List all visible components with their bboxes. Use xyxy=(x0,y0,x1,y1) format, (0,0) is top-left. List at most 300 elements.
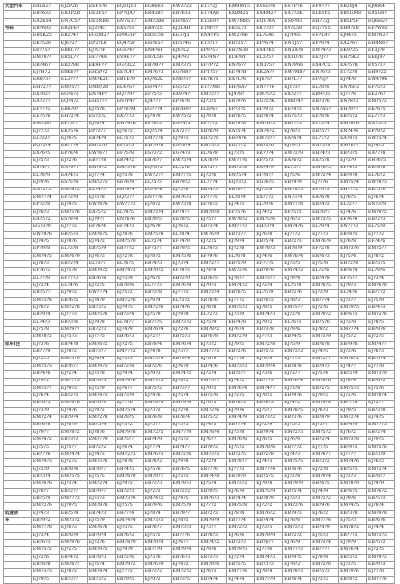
plate-number-cell: EM?4?3 xyxy=(255,554,283,561)
table-row xyxy=(4,4,395,11)
plate-number-cell: EB?4?8 xyxy=(311,275,339,282)
plate-number-cell: EJ?5?7 xyxy=(255,407,283,414)
plate-number-cell: EK?526 xyxy=(31,40,59,47)
vehicle-category-cell xyxy=(4,253,32,260)
plate-number-cell: EM?6?9 xyxy=(59,253,87,260)
plate-number-cell: EB?7?4 xyxy=(227,422,255,429)
plate-number-cell: EJ?3?5 xyxy=(255,525,283,532)
vehicle-category-cell xyxy=(4,239,32,246)
table-row xyxy=(4,48,395,55)
plate-number-cell: EJ?6?9 xyxy=(59,422,87,429)
plate-number-cell: EW?5?4 xyxy=(171,158,199,165)
plate-number-cell: EJ?5?4 xyxy=(339,253,367,260)
plate-number-cell: EJ?8?8 xyxy=(115,459,143,466)
plate-number-cell: EN?6?8 xyxy=(115,216,143,223)
plate-number-cell: EB?3?6 xyxy=(283,415,311,422)
table-row xyxy=(4,422,395,429)
plate-number-cell: EM?3?8 xyxy=(31,297,59,304)
table-row xyxy=(4,305,395,312)
plate-number-cell: EM?5?9 xyxy=(115,239,143,246)
plate-number-cell: EB5GM8 xyxy=(339,11,367,18)
plate-number-cell: EJ?5?5 xyxy=(143,532,171,539)
vehicle-category-cell xyxy=(4,488,32,495)
plate-number-cell: EJ?8?6 xyxy=(87,429,115,436)
plate-number-cell: EM?6?4 xyxy=(339,547,367,554)
plate-number-cell: EJ?7?5 xyxy=(87,334,115,341)
plate-number-cell: EJ?5?4 xyxy=(171,393,199,400)
plate-number-cell: EN7E37 xyxy=(115,18,143,25)
plate-number-cell: EF?8?6 xyxy=(311,114,339,121)
plate-number-cell: ES7P76 xyxy=(283,4,311,11)
plate-number-cell: EL?5?2 xyxy=(171,297,199,304)
table-row xyxy=(4,576,395,583)
plate-number-cell: EL?2?7 xyxy=(339,202,367,209)
plate-number-cell: EB?6?5 xyxy=(171,466,199,473)
plate-number-cell: EJ?3?4 xyxy=(171,261,199,268)
plate-number-cell: EM?6?8 xyxy=(59,400,87,407)
plate-number-cell: EJ?4?5 xyxy=(31,239,59,246)
plate-number-cell: EN?9?7 xyxy=(59,165,87,172)
plate-number-cell: EK9?25 xyxy=(339,48,367,55)
plate-number-cell: EB?5?3 xyxy=(59,231,87,238)
plate-number-cell: EM?2?7 xyxy=(199,92,227,99)
plate-number-cell: EJ?3?8 xyxy=(255,187,283,194)
plate-number-cell: EJ?6?2 xyxy=(283,216,311,223)
plate-number-cell: EE?9?8 xyxy=(227,121,255,128)
plate-number-cell: EM?5?6 xyxy=(366,444,394,451)
plate-number-cell: EJ?9?2 xyxy=(87,407,115,414)
plate-number-cell: EL?8?4 xyxy=(171,231,199,238)
plate-number-cell: EB?6?2 xyxy=(115,532,143,539)
plate-number-cell: ET2E9? xyxy=(199,18,227,25)
plate-number-cell: EF?4?3 xyxy=(339,165,367,172)
plate-number-cell: EB?9?6 xyxy=(366,327,394,334)
plate-number-cell: EA?5?K xyxy=(339,62,367,69)
plate-number-cell: EW?2?6 xyxy=(227,268,255,275)
plate-number-cell: EJ?6?2 xyxy=(115,128,143,135)
plate-number-cell: EH?6A? xyxy=(227,84,255,91)
plate-number-cell: EJ?6?8 xyxy=(339,239,367,246)
plate-number-cell: EJ?6?7 xyxy=(115,385,143,392)
vehicle-category-cell xyxy=(4,261,32,268)
plate-number-cell: EB?6?8 xyxy=(87,275,115,282)
plate-number-cell: EM?6?9 xyxy=(115,474,143,481)
plate-number-cell: EN?6?3 xyxy=(311,70,339,77)
plate-number-cell: EM?8?9 xyxy=(339,481,367,488)
vehicle-category-cell xyxy=(4,136,32,143)
plate-number-cell: EW?7?4 xyxy=(87,290,115,297)
plate-number-cell: EB?4?3 xyxy=(143,261,171,268)
plate-number-cell: EB?6?7 xyxy=(143,525,171,532)
plate-number-cell: EB?7?5 xyxy=(255,378,283,385)
plate-number-cell: EM?6?7 xyxy=(339,143,367,150)
plate-number-cell: EJ?7?6 xyxy=(255,547,283,554)
plate-number-cell: EA?6?8 xyxy=(311,194,339,201)
plate-number-cell: EJ?2?7 xyxy=(283,371,311,378)
plate-number-cell: EM?3?8 xyxy=(115,496,143,503)
plate-number-cell: EB?5?7 xyxy=(31,290,59,297)
table-row xyxy=(4,158,395,165)
plate-number-cell: EP?8?4 xyxy=(59,150,87,157)
plate-number-cell: EM?8?2 xyxy=(199,327,227,334)
plate-number-cell: EB?5?5 xyxy=(339,466,367,473)
plate-number-cell: EJ?8?2 xyxy=(255,393,283,400)
plate-number-cell: EJ?6?4 xyxy=(227,327,255,334)
plate-number-cell: EJ?C?F xyxy=(87,48,115,55)
plate-number-cell: EJ?4?6 xyxy=(339,209,367,216)
table-row xyxy=(4,349,395,356)
plate-number-cell: EL?8?3 xyxy=(199,246,227,253)
plate-number-cell: EE2?6? xyxy=(366,92,394,99)
plate-number-cell: EM?7?9 xyxy=(87,437,115,444)
plate-number-cell: EB?6?8 xyxy=(311,341,339,348)
plate-number-cell: EJ?8?5 xyxy=(255,305,283,312)
plate-number-cell: EW2?86 xyxy=(227,33,255,40)
plate-number-cell: EF?8?7 xyxy=(255,172,283,179)
plate-number-cell: EJ?2?9 xyxy=(199,459,227,466)
table-row xyxy=(4,503,395,510)
plate-number-cell: EN?7?6 xyxy=(143,194,171,201)
plate-number-cell: EB?5?2 xyxy=(255,349,283,356)
plate-number-cell: EB?5?9 xyxy=(31,496,59,503)
plate-number-cell: EM?4?2 xyxy=(283,268,311,275)
plate-number-cell: EB?4?7 xyxy=(171,444,199,451)
plate-number-cell: EJ?5?3 xyxy=(59,334,87,341)
plate-number-cell: EG5?4? xyxy=(115,48,143,55)
vehicle-category-cell xyxy=(4,55,32,62)
plate-number-cell: EJ?9?2 xyxy=(311,393,339,400)
plate-number-cell: EK2A?? xyxy=(255,70,283,77)
plate-number-cell: EB5P5F xyxy=(339,18,367,25)
plate-number-cell: EN?6?? xyxy=(227,62,255,69)
plate-number-cell: EQ7?55 xyxy=(311,26,339,33)
plate-number-cell: EB?5?4 xyxy=(255,239,283,246)
table-row xyxy=(4,128,395,135)
vehicle-category-cell xyxy=(4,554,32,561)
table-row xyxy=(4,290,395,297)
vehicle-category-cell xyxy=(4,378,32,385)
plate-number-cell: EM?6?4 xyxy=(227,385,255,392)
plate-number-cell: EJ?4?4 xyxy=(366,525,394,532)
plate-number-cell: EJ1?3? xyxy=(283,84,311,91)
plate-number-cell: EB?8?5 xyxy=(87,378,115,385)
plate-number-cell: EF?6?2 xyxy=(31,268,59,275)
plate-number-cell: EB?5?8 xyxy=(59,510,87,517)
plate-number-cell: EJ2L4D xyxy=(171,26,199,33)
plate-number-cell: EB?4?6 xyxy=(171,305,199,312)
plate-number-cell: EM9M15 xyxy=(227,4,255,11)
plate-number-cell: ET7?2J xyxy=(199,4,227,11)
plate-number-cell: EJ?P65 xyxy=(283,33,311,40)
plate-number-cell: EB?9?5 xyxy=(171,246,199,253)
plate-number-cell: EE?J?7 xyxy=(311,55,339,62)
plate-number-cell: EM?8?2 xyxy=(59,429,87,436)
plate-number-cell: EQ4?5F xyxy=(115,40,143,47)
plate-number-cell: EJ?7?5 xyxy=(311,444,339,451)
plate-number-cell: EM?8?6 xyxy=(311,378,339,385)
plate-number-cell: EB?5?3 xyxy=(311,569,339,576)
plate-number-cell: EJ?8?9 xyxy=(199,356,227,363)
table-row xyxy=(4,437,395,444)
plate-number-cell: EB?633 xyxy=(171,11,199,18)
table-row xyxy=(4,400,395,407)
plate-number-cell: EL?6?2 xyxy=(366,172,394,179)
plate-number-cell: EJ?5?4 xyxy=(311,371,339,378)
plate-number-cell: EJ?3?6 xyxy=(339,349,367,356)
plate-number-cell: EM?6?2 xyxy=(339,356,367,363)
plate-number-cell: EH?9?7 xyxy=(339,106,367,113)
plate-number-cell: EP?7?5 xyxy=(199,194,227,201)
plate-number-cell: EH5P?2 xyxy=(87,70,115,77)
plate-number-cell: EM?5?5 xyxy=(59,474,87,481)
plate-number-cell: EJ?2?4 xyxy=(283,312,311,319)
plate-number-cell: EA?4?3 xyxy=(59,172,87,179)
plate-number-cell: EJ?8?5 xyxy=(171,518,199,525)
plate-number-cell: EF?5?3 xyxy=(143,92,171,99)
plate-number-cell: EL?9?5 xyxy=(115,209,143,216)
plate-number-cell: EM?4?5 xyxy=(31,253,59,260)
plate-number-cell: EL?L46 xyxy=(255,33,283,40)
plate-number-cell: EM?6?9 xyxy=(311,239,339,246)
vehicle-category-cell: 车 xyxy=(4,518,32,525)
table-row xyxy=(4,224,395,231)
plate-number-cell: EB?5?2 xyxy=(339,114,367,121)
plate-number-cell: EE?5?6 xyxy=(31,114,59,121)
plate-number-cell: EB?7?2 xyxy=(115,246,143,253)
plate-number-cell: EM?5?2 xyxy=(366,99,394,106)
plate-number-cell: EX?82? xyxy=(31,92,59,99)
plate-number-cell: EG?3L2 xyxy=(115,62,143,69)
plate-number-cell: EL?2?6 xyxy=(311,268,339,275)
plate-number-cell: EB?6?6 xyxy=(283,466,311,473)
plate-number-cell: EB?2?9 xyxy=(171,275,199,282)
plate-number-cell: EJ?6?2 xyxy=(311,510,339,517)
plate-number-cell: EB?2?8 xyxy=(115,363,143,370)
plate-number-cell: EP?8?5 xyxy=(143,121,171,128)
plate-number-cell: EJ?4?2 xyxy=(283,400,311,407)
plate-number-cell: EM?7?3 xyxy=(227,224,255,231)
table-row xyxy=(4,143,395,150)
plate-number-cell: EJ?3?8 xyxy=(339,319,367,326)
plate-number-cell: EB?M?? xyxy=(143,62,171,69)
plate-number-cell: EN?4P? xyxy=(87,92,115,99)
plate-number-cell: EJ?9?9 xyxy=(339,540,367,547)
plate-number-cell: EM?8?7 xyxy=(227,459,255,466)
plate-number-cell: EM?3?5 xyxy=(171,62,199,69)
plate-number-cell: EM?5?8 xyxy=(227,503,255,510)
plate-number-cell: EB?6?7 xyxy=(59,363,87,370)
plate-number-cell: EM?6?5 xyxy=(311,165,339,172)
plate-number-cell: EW?2?7 xyxy=(143,172,171,179)
table-row xyxy=(4,371,395,378)
plate-number-cell: EM?6?4 xyxy=(171,341,199,348)
plate-number-cell: EJ?4?3 xyxy=(227,202,255,209)
plate-number-cell: EB?8?9 xyxy=(59,532,87,539)
table-row xyxy=(4,429,395,436)
plate-number-cell: EB?7?9 xyxy=(143,547,171,554)
table-row xyxy=(4,459,395,466)
plate-number-cell: EJ?8?4 xyxy=(143,510,171,517)
plate-number-cell: EJ?2?6 xyxy=(311,305,339,312)
plate-number-cell: EB?9?3 xyxy=(366,562,394,569)
plate-number-cell: EL?9?6 xyxy=(255,202,283,209)
plate-number-cell: EJ?7?3 xyxy=(171,290,199,297)
plate-number-cell: EW?7?6 xyxy=(227,158,255,165)
plate-number-cell: EH?65? xyxy=(171,18,199,25)
plate-number-cell: EG?4?8 xyxy=(143,187,171,194)
plate-number-cell: EJ?9?5 xyxy=(227,341,255,348)
plate-number-cell: EJ?6?8 xyxy=(255,231,283,238)
plate-number-cell: EM?2?6 xyxy=(199,407,227,414)
plate-number-cell: EJ?9?2 xyxy=(255,319,283,326)
plate-number-cell: EL?5?9 xyxy=(255,290,283,297)
plate-number-cell: EM?3?4 xyxy=(311,540,339,547)
plate-number-cell: EB?2?3 xyxy=(87,327,115,334)
plate-number-cell: EL?6?3 xyxy=(283,319,311,326)
plate-number-cell: EW?8?6 xyxy=(87,202,115,209)
plate-number-cell: EM?3?7 xyxy=(255,275,283,282)
plate-number-cell: EJ?9?2 xyxy=(283,562,311,569)
plate-number-cell: EB?6?5 xyxy=(339,488,367,495)
plate-number-cell: EL?5?8 xyxy=(366,224,394,231)
plate-number-cell: EJ?9?3 xyxy=(59,385,87,392)
plate-number-cell: EM?2?6 xyxy=(171,451,199,458)
plate-number-cell: EN1J5? xyxy=(283,40,311,47)
plate-number-cell: EH?2?8 xyxy=(339,261,367,268)
vehicle-category-cell xyxy=(4,121,32,128)
plate-number-cell: EQ?62L xyxy=(143,77,171,84)
plate-number-cell: EB?5?4 xyxy=(366,356,394,363)
plate-number-cell: EB?8?6 xyxy=(366,165,394,172)
plate-number-cell: EJ?6?3 xyxy=(311,407,339,414)
plate-number-cell: EF?7?3 xyxy=(59,275,87,282)
plate-number-cell: EP?6?4 xyxy=(255,40,283,47)
plate-number-cell: EK9F?? xyxy=(87,62,115,69)
plate-number-cell: EM?9?4 xyxy=(255,363,283,370)
plate-number-cell: ER2?4? xyxy=(59,33,87,40)
plate-number-cell: EB?4?2 xyxy=(59,554,87,561)
plate-number-cell: EM?9?9 xyxy=(199,518,227,525)
plate-number-cell: EB?2?5 xyxy=(59,393,87,400)
plate-number-cell: EP?6?8 xyxy=(171,99,199,106)
plate-number-cell: EJ?3?6 xyxy=(199,172,227,179)
plate-number-cell: EB?2?2 xyxy=(283,532,311,539)
plate-number-cell: EP?5J? xyxy=(311,77,339,84)
plate-number-cell: EF7P?2 xyxy=(199,62,227,69)
plate-number-cell: EH4N6? xyxy=(366,40,394,47)
plate-number-cell: EB?7?3 xyxy=(339,532,367,539)
plate-number-cell: EB?7?6 xyxy=(31,451,59,458)
plate-number-cell: EH?27? xyxy=(31,84,59,91)
vehicle-category-cell xyxy=(4,92,32,99)
plate-number-cell: EJ?3?2 xyxy=(115,422,143,429)
plate-number-cell: EB?6?9 xyxy=(87,400,115,407)
plate-number-cell: EJ?5?5 xyxy=(115,503,143,510)
plate-number-cell: EM?7?9 xyxy=(255,576,283,583)
plate-number-cell: EN6?3? xyxy=(171,77,199,84)
plate-number-cell: EL?9?4 xyxy=(311,224,339,231)
plate-number-cell: EM?9?2 xyxy=(143,268,171,275)
plate-number-cell: EL?4?6 xyxy=(59,283,87,290)
plate-number-cell: EJ?3?8 xyxy=(87,371,115,378)
table-row xyxy=(4,33,395,40)
plate-number-cell: EM?3?9 xyxy=(311,334,339,341)
plate-number-cell: EM?2?3 xyxy=(87,180,115,187)
plate-number-cell: EM?4?6 xyxy=(283,224,311,231)
plate-number-cell: ES0?93 xyxy=(283,18,311,25)
plate-number-cell: EJ?5?2 xyxy=(227,444,255,451)
plate-number-cell: EF?7?5 xyxy=(255,261,283,268)
vehicle-category-cell xyxy=(4,305,32,312)
plate-number-cell: EJ?7?5 xyxy=(283,356,311,363)
vehicle-category-cell xyxy=(4,33,32,40)
vehicle-category-cell xyxy=(4,503,32,510)
plate-number-cell: ES?3?L xyxy=(87,114,115,121)
plate-number-cell: EB?L7? xyxy=(283,77,311,84)
plate-number-cell: EM?6?8 xyxy=(366,283,394,290)
plate-number-cell: EB20J8 xyxy=(339,4,367,11)
plate-number-cell: EJ?5?4 xyxy=(199,481,227,488)
plate-number-cell: EJ?8?7 xyxy=(227,275,255,282)
plate-number-cell: EB?7?4 xyxy=(115,510,143,517)
plate-number-cell: EJ?8?8 xyxy=(227,510,255,517)
plate-number-cell: ER5C58 xyxy=(143,33,171,40)
plate-number-cell: EL8?6? xyxy=(199,106,227,113)
plate-number-cell: EM?9?4 xyxy=(171,547,199,554)
plate-number-cell: EB?6?8 xyxy=(143,415,171,422)
vehicle-category-cell xyxy=(4,48,32,55)
plate-number-cell: EM?4?9 xyxy=(227,415,255,422)
table-row xyxy=(4,547,395,554)
plate-number-cell: EM?2?8 xyxy=(311,562,339,569)
plate-number-cell: EM?3?5 xyxy=(143,378,171,385)
plate-number-cell: EF?6?8 xyxy=(339,216,367,223)
plate-number-cell: EJ?6?2 xyxy=(339,429,367,436)
plate-number-cell: EM?3?4 xyxy=(143,209,171,216)
plate-number-cell: EW4?96 xyxy=(366,77,394,84)
plate-number-cell: EJ?9?3 xyxy=(171,136,199,143)
plate-number-cell: EF?4?3 xyxy=(115,224,143,231)
plate-number-cell: EJ?7?3 xyxy=(59,312,87,319)
plate-number-cell: EB?5?2 xyxy=(366,540,394,547)
table-row xyxy=(4,393,395,400)
plate-number-cell: EM?2?3 xyxy=(283,429,311,436)
plate-number-cell: EJ?5?3 xyxy=(171,437,199,444)
plate-number-cell: EJ?2?9 xyxy=(255,422,283,429)
vehicle-category-cell xyxy=(4,312,32,319)
plate-number-cell: EP?6?M xyxy=(115,106,143,113)
table-row xyxy=(4,209,395,216)
plate-number-cell: EP?8?4 xyxy=(311,40,339,47)
plate-number-cell: EJ?3?7 xyxy=(171,349,199,356)
plate-number-cell: EJ?2?9 xyxy=(87,385,115,392)
plate-number-cell: EM?9?6 xyxy=(59,540,87,547)
plate-number-cell: EJ?8?2 xyxy=(311,327,339,334)
plate-number-cell: EX1D?8 xyxy=(283,55,311,62)
plate-number-cell: EJ?7?3 xyxy=(227,466,255,473)
vehicle-category-cell xyxy=(4,319,32,326)
table-row xyxy=(4,77,395,84)
plate-number-cell: EJ?2?9 xyxy=(31,466,59,473)
plate-number-cell: ER?L56 xyxy=(143,55,171,62)
vehicle-category-cell xyxy=(4,576,32,583)
table-row xyxy=(4,70,395,77)
plate-number-cell: EJ?6?9 xyxy=(283,540,311,547)
table-row xyxy=(4,510,395,517)
plate-number-cell: EB?2?2 xyxy=(171,488,199,495)
plate-number-cell: EJ?7?2 xyxy=(59,224,87,231)
plate-number-cell: EM?7?4 xyxy=(255,466,283,473)
